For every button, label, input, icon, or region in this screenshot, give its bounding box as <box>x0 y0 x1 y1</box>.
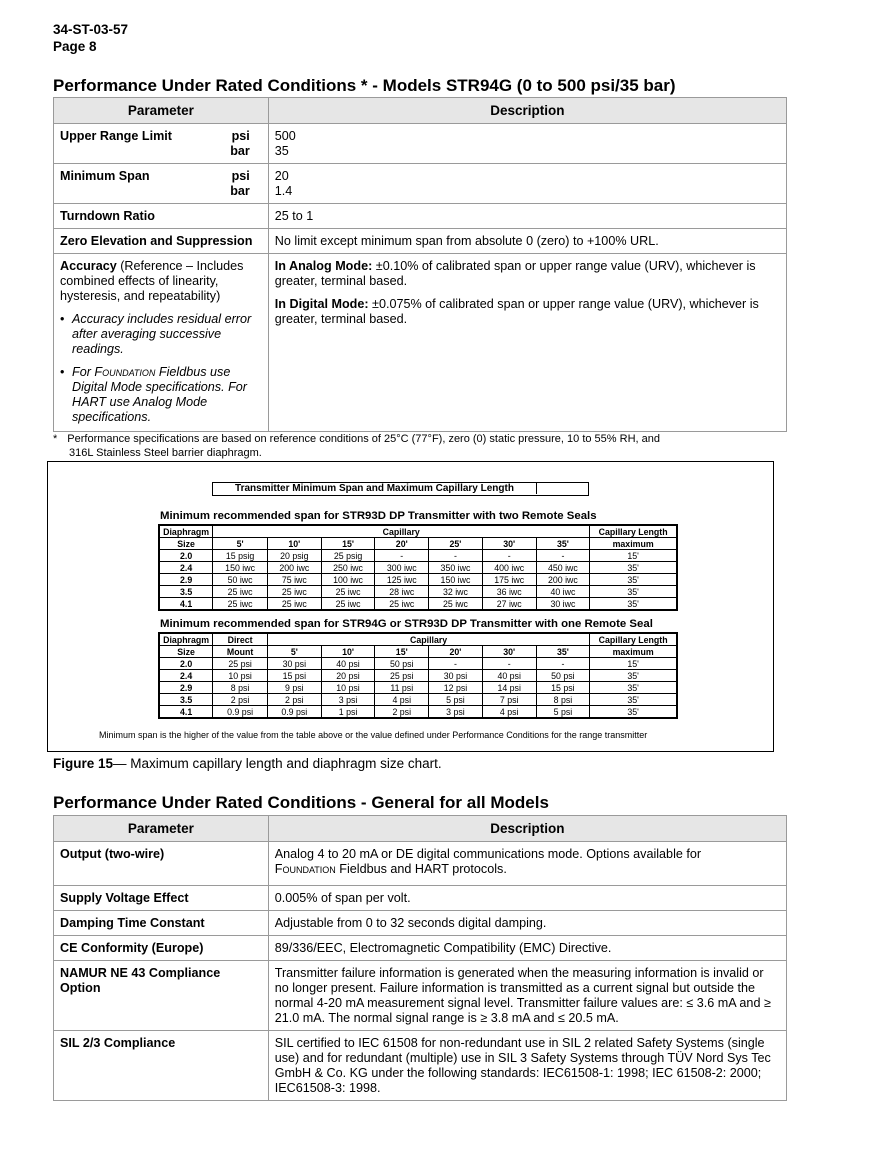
table2-title: Minimum recommended span for STR94G or STR93D DP Transmitter with one Remote Seal <box>160 618 653 630</box>
header-col: 35' <box>536 646 590 658</box>
table-row <box>159 694 677 706</box>
span-value-cell: 8 psi <box>536 694 590 706</box>
value-psi: 20 <box>274 169 289 183</box>
span-value-cell: - <box>536 658 590 670</box>
span-value-cell: - <box>482 658 536 670</box>
header-diaphragm: Diaphragm <box>159 525 213 538</box>
max-length-cell: 15' <box>590 550 677 562</box>
table-row <box>159 562 677 574</box>
span-value-cell: 450 iwc <box>536 562 590 574</box>
header-direct: Direct <box>213 633 268 646</box>
header-col: 25' <box>429 538 483 550</box>
two-seal-span-table <box>158 524 678 611</box>
span-value-cell: 4 psi <box>375 694 429 706</box>
table-row <box>159 682 677 694</box>
page-header <box>53 21 128 55</box>
span-value-cell: 25 iwc <box>267 586 321 598</box>
value-bar: 1.4 <box>274 184 293 198</box>
span-value-cell: 75 iwc <box>267 574 321 586</box>
diaphragm-size-cell: 2.0 <box>159 658 213 670</box>
page-number: Page 8 <box>53 39 97 54</box>
table-row <box>54 204 787 229</box>
max-length-cell: 35' <box>590 598 677 611</box>
span-value-cell: 400 iwc <box>482 562 536 574</box>
span-value-cell: - <box>429 658 483 670</box>
span-value-cell: 25 iwc <box>321 586 375 598</box>
footnote: * Performance specifications are based on reference conditions of 25°C (77°F), zero (0) static pressure, 10 to 55% RH, and 316L Stainless Steel barrier diaphragm. <box>53 433 660 459</box>
header-col: 10' <box>321 646 375 658</box>
value-damping-time-constant: Adjustable from 0 to 32 seconds digital damping. <box>268 911 786 936</box>
unit-bar: bar <box>230 144 250 158</box>
one-seal-span-table <box>158 632 678 719</box>
span-value-cell: 25 iwc <box>429 598 483 611</box>
table-row <box>54 842 787 886</box>
max-length-cell: 35' <box>590 586 677 598</box>
span-value-cell: 3 psi <box>321 694 375 706</box>
table-row <box>54 124 787 164</box>
span-value-cell: 14 psi <box>482 682 536 694</box>
span-value-cell: 5 psi <box>536 706 590 719</box>
span-value-cell: 40 iwc <box>536 586 590 598</box>
table1-title: Minimum recommended span for STR93D DP Transmitter with two Remote Seals <box>160 510 597 522</box>
section2-title: Performance Under Rated Conditions - General for all Models <box>53 793 549 812</box>
value-supply-voltage-effect: 0.005% of span per volt. <box>268 886 786 911</box>
param-output: Output (two-wire) <box>54 842 269 886</box>
header-capillary: Capillary <box>213 525 590 538</box>
span-value-cell: 30 iwc <box>536 598 590 611</box>
table-row <box>159 550 677 562</box>
header-col: 20' <box>375 538 429 550</box>
diaphragm-size-cell: 2.9 <box>159 574 213 586</box>
value-ce-conformity: 89/336/EEC, Electromagnetic Compatibility (EMC) Directive. <box>268 936 786 961</box>
max-length-cell: 15' <box>590 658 677 670</box>
header-col: 15' <box>375 646 429 658</box>
direct-mount-cell: 8 psi <box>213 682 268 694</box>
diaphragm-size-cell: 2.4 <box>159 562 213 574</box>
span-value-cell: - <box>429 550 483 562</box>
span-value-cell: 25 iwc <box>267 598 321 611</box>
max-length-cell: 35' <box>590 562 677 574</box>
param-zero-elevation: Zero Elevation and Suppression <box>54 229 269 254</box>
span-value-cell: 28 iwc <box>375 586 429 598</box>
max-length-cell: 35' <box>590 706 677 719</box>
accuracy-note-1: • Accuracy includes residual error after averaging successive readings. <box>60 312 252 356</box>
table-row <box>159 586 677 598</box>
table-row <box>54 1031 787 1101</box>
span-value-cell: 10 psi <box>321 682 375 694</box>
accuracy-digital: In Digital Mode: ±0.075% of calibrated span or upper range value (URV), whichever is greater, terminal based. <box>274 297 759 326</box>
span-value-cell: 15 psi <box>536 682 590 694</box>
span-value-cell: 32 iwc <box>429 586 483 598</box>
accuracy-note-2: • For Foundation Fieldbus use Digital Mode specifications. For HART use Analog Mode specifications. <box>60 365 247 424</box>
span-value-cell: 30 psi <box>267 658 321 670</box>
value-zero-elevation: No limit except minimum span from absolute 0 (zero) to +100% URL. <box>268 229 786 254</box>
span-value-cell: 25 psig <box>321 550 375 562</box>
header-size: Size <box>159 538 213 550</box>
span-value-cell: 50 psi <box>536 670 590 682</box>
span-value-cell: 12 psi <box>429 682 483 694</box>
header-col: 30' <box>482 538 536 550</box>
table-row <box>54 229 787 254</box>
spec-table-general <box>53 815 787 1101</box>
span-value-cell: 150 iwc <box>213 562 268 574</box>
max-length-cell: 35' <box>590 574 677 586</box>
header-maximum: maximum <box>590 646 677 658</box>
figure-15 <box>47 461 774 752</box>
span-value-cell: 5 psi <box>429 694 483 706</box>
span-value-cell: 25 iwc <box>375 598 429 611</box>
table-row <box>54 254 787 432</box>
header-diaphragm: Diaphragm <box>159 633 213 646</box>
doc-id: 34-ST-03-57 <box>53 22 129 37</box>
spec-table-str94g <box>53 97 787 432</box>
span-value-cell: 25 psi <box>375 670 429 682</box>
table-row <box>159 658 677 670</box>
header-col: 30' <box>482 646 536 658</box>
span-value-cell: 50 iwc <box>213 574 268 586</box>
span-value-cell: 27 iwc <box>482 598 536 611</box>
span-value-cell: - <box>536 550 590 562</box>
param-upper-range-limit: Upper Range Limit <box>60 129 172 143</box>
accuracy-analog: In Analog Mode: ±0.10% of calibrated span or upper range value (URV), whichever is greater, terminal based. <box>274 259 756 288</box>
span-value-cell: 50 psi <box>375 658 429 670</box>
span-value-cell: 25 iwc <box>321 598 375 611</box>
param-minimum-span: Minimum Span <box>60 169 150 183</box>
diaphragm-size-cell: 3.5 <box>159 694 213 706</box>
figure-title: Transmitter Minimum Span and Maximum Capillary Length <box>212 482 589 496</box>
table-row <box>54 911 787 936</box>
header-col: 20' <box>429 646 483 658</box>
header-maximum: maximum <box>590 538 677 550</box>
span-value-cell: 2 psi <box>375 706 429 719</box>
col-header-parameter: Parameter <box>54 816 269 842</box>
header-capillary-length: Capillary Length <box>590 525 677 538</box>
direct-mount-cell: 0.9 psi <box>213 706 268 719</box>
span-value-cell: 7 psi <box>482 694 536 706</box>
col-header-description: Description <box>268 98 786 124</box>
span-value-cell: 300 iwc <box>375 562 429 574</box>
span-value-cell: 11 psi <box>375 682 429 694</box>
direct-mount-cell: 25 psi <box>213 658 268 670</box>
diaphragm-size-cell: 2.9 <box>159 682 213 694</box>
span-value-cell: 40 psi <box>321 658 375 670</box>
param-ce-conformity: CE Conformity (Europe) <box>54 936 269 961</box>
header-col: 10' <box>267 538 321 550</box>
header-col: 5' <box>267 646 321 658</box>
span-value-cell: 15 psig <box>213 550 268 562</box>
table-row <box>159 670 677 682</box>
table-row <box>159 706 677 719</box>
span-value-cell: 9 psi <box>267 682 321 694</box>
span-value-cell: 36 iwc <box>482 586 536 598</box>
value-turndown-ratio: 25 to 1 <box>268 204 786 229</box>
span-value-cell: 1 psi <box>321 706 375 719</box>
table-row <box>159 574 677 586</box>
span-value-cell: - <box>482 550 536 562</box>
diaphragm-size-cell: 4.1 <box>159 598 213 611</box>
span-value-cell: 3 psi <box>429 706 483 719</box>
section1-title: Performance Under Rated Conditions * - Models STR94G (0 to 500 psi/35 bar) <box>53 76 676 95</box>
table-row <box>54 886 787 911</box>
span-value-cell: 250 iwc <box>321 562 375 574</box>
span-value-cell: - <box>375 550 429 562</box>
span-value-cell: 100 iwc <box>321 574 375 586</box>
table-row <box>54 936 787 961</box>
direct-mount-cell: 10 psi <box>213 670 268 682</box>
unit-bar: bar <box>230 184 250 198</box>
param-accuracy: Accuracy (Reference – Includes combined effects of linearity, hysteresis, and repeatability) <box>60 259 244 303</box>
max-length-cell: 35' <box>590 694 677 706</box>
param-namur: NAMUR NE 43 Compliance Option <box>54 961 269 1031</box>
diaphragm-size-cell: 3.5 <box>159 586 213 598</box>
diaphragm-size-cell: 2.4 <box>159 670 213 682</box>
param-turndown-ratio: Turndown Ratio <box>54 204 269 229</box>
span-value-cell: 4 psi <box>482 706 536 719</box>
table-row <box>54 961 787 1031</box>
span-value-cell: 150 iwc <box>429 574 483 586</box>
span-value-cell: 20 psig <box>267 550 321 562</box>
direct-mount-cell: 2 psi <box>213 694 268 706</box>
table-row <box>54 164 787 204</box>
col-header-parameter: Parameter <box>54 98 269 124</box>
span-value-cell: 125 iwc <box>375 574 429 586</box>
span-value-cell: 200 iwc <box>267 562 321 574</box>
diaphragm-size-cell: 2.0 <box>159 550 213 562</box>
param-sil: SIL 2/3 Compliance <box>54 1031 269 1101</box>
span-value-cell: 20 psi <box>321 670 375 682</box>
param-supply-voltage-effect: Supply Voltage Effect <box>54 886 269 911</box>
span-value-cell: 30 psi <box>429 670 483 682</box>
max-length-cell: 35' <box>590 682 677 694</box>
diaphragm-size-cell: 4.1 <box>159 706 213 719</box>
unit-psi: psi <box>231 169 250 183</box>
header-capillary: Capillary <box>267 633 589 646</box>
header-col: 15' <box>321 538 375 550</box>
span-value-cell: 15 psi <box>267 670 321 682</box>
value-namur: Transmitter failure information is generated when the measuring information is invalid or no longer present. Failure information is transmitted as a current signal but outside the normal 4-20 mA measurement signal level. Transmitter failure values are: ≤ 3.6 mA and ≥ 21.0 mA. The normal signal range is ≥ 3.8 mA and ≤ 20.5 mA. <box>268 961 786 1031</box>
unit-psi: psi <box>231 129 250 143</box>
span-value-cell: 25 iwc <box>213 586 268 598</box>
header-col: 5' <box>213 538 268 550</box>
header-size: Size <box>159 646 213 658</box>
max-length-cell: 35' <box>590 670 677 682</box>
span-value-cell: 200 iwc <box>536 574 590 586</box>
col-header-description: Description <box>268 816 786 842</box>
value-psi: 500 <box>274 129 296 143</box>
span-value-cell: 40 psi <box>482 670 536 682</box>
value-output: Analog 4 to 20 mA or DE digital communications mode. Options available for Foundation Fieldbus and HART protocols. <box>268 842 786 886</box>
header-mount: Mount <box>213 646 268 658</box>
value-bar: 35 <box>274 144 289 158</box>
header-col: 35' <box>536 538 590 550</box>
value-sil: SIL certified to IEC 61508 for non-redundant use in SIL 2 related Safety Systems (single use) and for redundant (multiple) use in SIL 3 Safety Systems through TÜV Nord Sys Tec GmbH & Co. KG under the following standards: IEC61508-1: 1998; IEC 61508-2: 2000; IEC61508-3: 1998. <box>268 1031 786 1101</box>
span-value-cell: 0.9 psi <box>267 706 321 719</box>
figure-note: Minimum span is the higher of the value from the table above or the value defined under Performance Conditions for the range transmitter <box>99 730 648 740</box>
table-row <box>159 598 677 611</box>
header-capillary-length: Capillary Length <box>590 633 677 646</box>
span-value-cell: 25 iwc <box>213 598 268 611</box>
span-value-cell: 175 iwc <box>482 574 536 586</box>
figure-caption: Figure 15— Maximum capillary length and diaphragm size chart. <box>53 756 442 771</box>
span-value-cell: 350 iwc <box>429 562 483 574</box>
param-damping-time-constant: Damping Time Constant <box>54 911 269 936</box>
span-value-cell: 2 psi <box>267 694 321 706</box>
